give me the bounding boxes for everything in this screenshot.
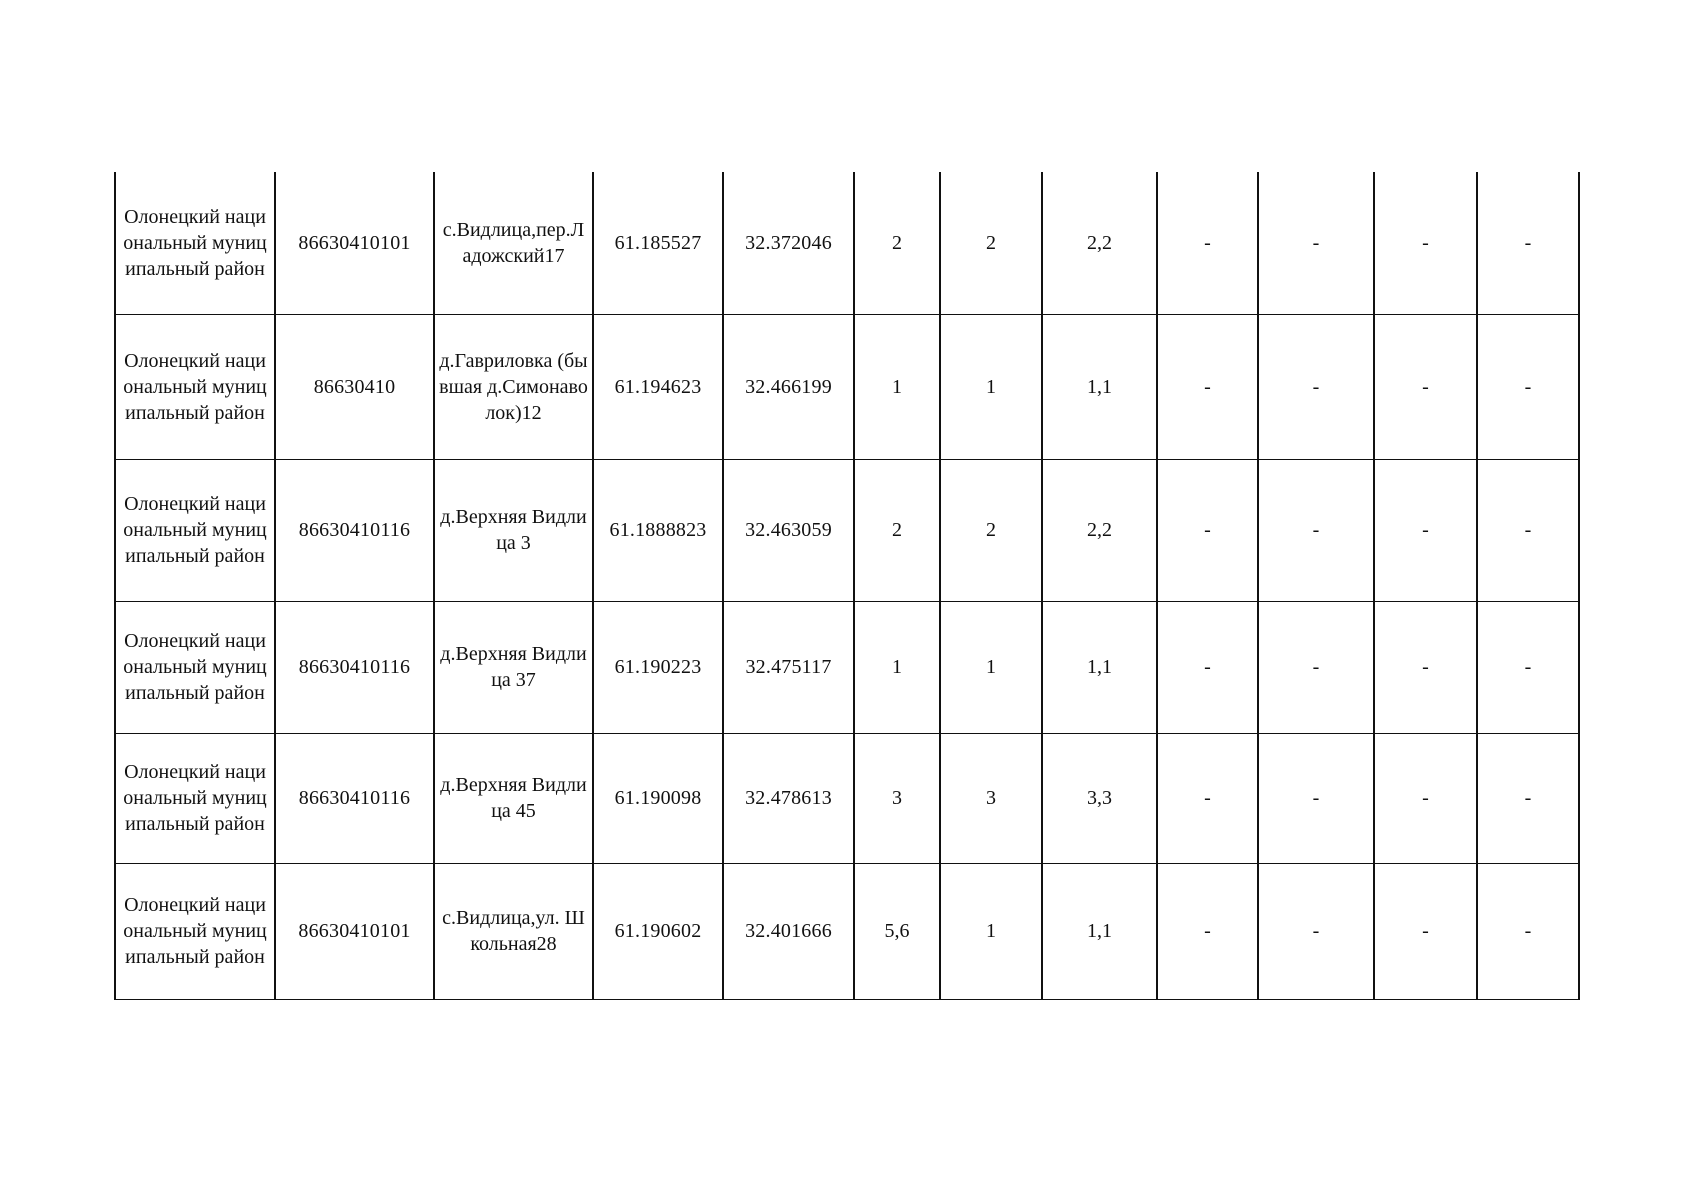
cell-col-6: 1 — [854, 601, 940, 733]
cell-col-6: 2 — [854, 172, 940, 314]
cell-col-7: 1 — [940, 601, 1042, 733]
cell-district: Олонецкий национальный муниципальный район — [115, 314, 275, 459]
cell-col-9: - — [1157, 172, 1258, 314]
cell-col-8: 2,2 — [1042, 172, 1157, 314]
cell-col-12: - — [1477, 863, 1579, 999]
cell-latitude: 61.194623 — [593, 314, 723, 459]
cell-oktmo: 86630410 — [275, 314, 434, 459]
cell-col-8: 1,1 — [1042, 601, 1157, 733]
cell-longitude: 32.401666 — [723, 863, 854, 999]
cell-col-12: - — [1477, 314, 1579, 459]
cell-col-9: - — [1157, 314, 1258, 459]
cell-col-10: - — [1258, 601, 1374, 733]
cell-latitude: 61.190223 — [593, 601, 723, 733]
cell-address: с.Видлица,ул. Школьная28 — [434, 863, 593, 999]
cell-col-11: - — [1374, 733, 1477, 863]
cell-address: д.Верхняя Видлица 37 — [434, 601, 593, 733]
table-row — [115, 601, 1579, 733]
cell-col-8: 3,3 — [1042, 733, 1157, 863]
cell-oktmo: 86630410116 — [275, 459, 434, 601]
cell-longitude: 32.478613 — [723, 733, 854, 863]
cell-latitude: 61.190098 — [593, 733, 723, 863]
cell-district: Олонецкий национальный муниципальный район — [115, 601, 275, 733]
cell-col-8: 1,1 — [1042, 314, 1157, 459]
table-row — [115, 459, 1579, 601]
cell-col-6: 2 — [854, 459, 940, 601]
cell-oktmo: 86630410101 — [275, 172, 434, 314]
cell-col-7: 1 — [940, 863, 1042, 999]
table-row — [115, 863, 1579, 999]
cell-address: с.Видлица,пер.Ладожский17 — [434, 172, 593, 314]
cell-col-9: - — [1157, 601, 1258, 733]
cell-latitude: 61.1888823 — [593, 459, 723, 601]
cell-col-9: - — [1157, 863, 1258, 999]
cell-col-12: - — [1477, 733, 1579, 863]
cell-district: Олонецкий национальный муниципальный район — [115, 172, 275, 314]
cell-col-11: - — [1374, 601, 1477, 733]
cell-col-6: 3 — [854, 733, 940, 863]
cell-oktmo: 86630410116 — [275, 601, 434, 733]
cell-longitude: 32.466199 — [723, 314, 854, 459]
cell-col-10: - — [1258, 459, 1374, 601]
cell-col-7: 2 — [940, 172, 1042, 314]
cell-col-8: 1,1 — [1042, 863, 1157, 999]
table-body — [115, 172, 1579, 999]
table-row — [115, 314, 1579, 459]
cell-district: Олонецкий национальный муниципальный район — [115, 733, 275, 863]
cell-longitude: 32.475117 — [723, 601, 854, 733]
cell-col-6: 1 — [854, 314, 940, 459]
cell-longitude: 32.463059 — [723, 459, 854, 601]
registry-table — [114, 172, 1580, 1000]
cell-col-10: - — [1258, 172, 1374, 314]
cell-col-8: 2,2 — [1042, 459, 1157, 601]
cell-col-10: - — [1258, 863, 1374, 999]
cell-longitude: 32.372046 — [723, 172, 854, 314]
cell-district: Олонецкий национальный муниципальный район — [115, 459, 275, 601]
cell-col-7: 1 — [940, 314, 1042, 459]
cell-col-6: 5,6 — [854, 863, 940, 999]
cell-col-7: 3 — [940, 733, 1042, 863]
cell-col-12: - — [1477, 172, 1579, 314]
cell-col-7: 2 — [940, 459, 1042, 601]
cell-col-9: - — [1157, 733, 1258, 863]
cell-address: д.Гавриловка (бывшая д.Симонаволок)12 — [434, 314, 593, 459]
cell-latitude: 61.185527 — [593, 172, 723, 314]
table-row — [115, 733, 1579, 863]
cell-col-10: - — [1258, 733, 1374, 863]
cell-col-12: - — [1477, 601, 1579, 733]
cell-col-12: - — [1477, 459, 1579, 601]
cell-oktmo: 86630410116 — [275, 733, 434, 863]
cell-address: д.Верхняя Видлица 3 — [434, 459, 593, 601]
cell-col-11: - — [1374, 314, 1477, 459]
cell-col-9: - — [1157, 459, 1258, 601]
cell-oktmo: 86630410101 — [275, 863, 434, 999]
cell-district: Олонецкий национальный муниципальный район — [115, 863, 275, 999]
cell-address: д.Верхняя Видлица 45 — [434, 733, 593, 863]
cell-col-11: - — [1374, 172, 1477, 314]
table-row — [115, 172, 1579, 314]
cell-latitude: 61.190602 — [593, 863, 723, 999]
cell-col-11: - — [1374, 863, 1477, 999]
cell-col-11: - — [1374, 459, 1477, 601]
cell-col-10: - — [1258, 314, 1374, 459]
